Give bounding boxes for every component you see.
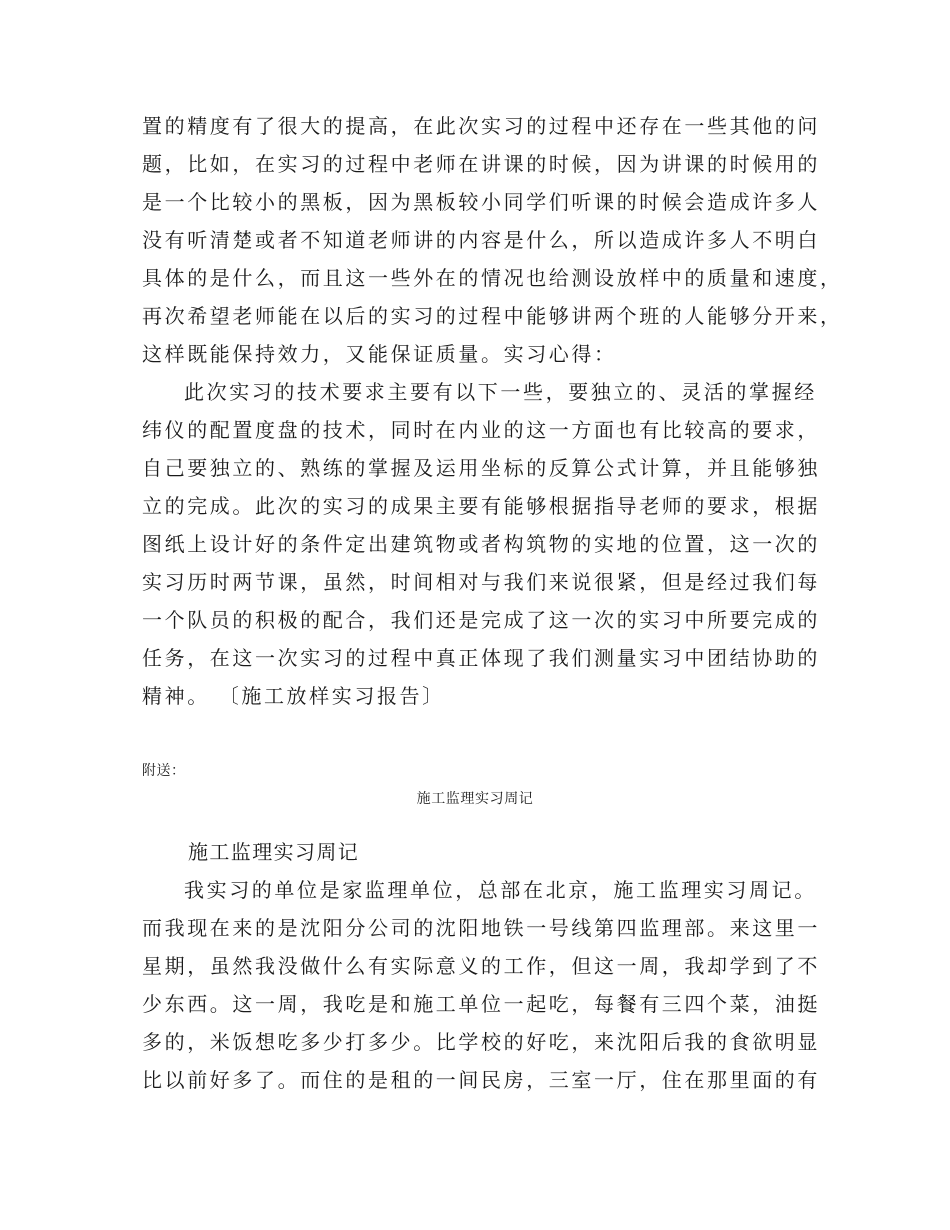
text-line: 比以前好多了。而住的是租的一间民房，三室一厅，住在那里面的有 [142,1068,820,1092]
text-line: 精神。 〔施工放样实习报告〕 [142,684,445,708]
text-line: 题，比如，在实习的过程中老师在讲课的时候，因为讲课的时候用的 [142,152,820,176]
text-line: 再次希望老师能在以后的实习的过程中能够讲两个班的人能够分开来， [142,304,843,328]
text-line: 一个队员的积极的配合，我们还是完成了这一次的实习中所要完成的 [142,608,820,632]
text-line: 立的完成。此次的实习的成果主要有能够根据指导老师的要求，根据 [142,494,820,518]
text-line: 而我现在来的是沈阳分公司的沈阳地铁一号线第四监理部。来这里一 [142,916,820,940]
section-heading: 施工监理实习周记 [188,840,360,864]
text-line: 星期，虽然我没做什么有实际意义的工作，但这一周，我却学到了不 [142,954,820,978]
text-line: 多的，米饭想吃多少打多少。比学校的好吃，来沈阳后我的食欲明显 [142,1030,820,1054]
text-line: 具体的是什么，而且这一些外在的情况也给测设放样中的质量和速度， [142,266,843,290]
text-line: 我实习的单位是家监理单位，总部在北京，施工监理实习周记。 [184,878,817,902]
text-line: 实习历时两节课，虽然，时间相对与我们来说很紧，但是经过我们每 [142,570,820,594]
text-line: 此次实习的技术要求主要有以下一些，要独立的、灵活的掌握经 [184,380,817,404]
appendix-label: 附送： [142,764,186,779]
text-line: 纬仪的配置度盘的技术，同时在内业的这一方面也有比较高的要求， [142,418,820,442]
appendix-title: 施工监理实习周记 [416,792,534,807]
text-line: 这样既能保持效力，又能保证质量。实习心得： [142,342,617,366]
text-line: 图纸上设计好的条件定出建筑物或者构筑物的实地的位置，这一次的 [142,532,820,556]
text-line: 置的精度有了很大的提高，在此次实习的过程中还存在一些其他的问 [142,114,820,138]
text-line: 是一个比较小的黑板，因为黑板较小同学们听课的时候会造成许多人 [142,190,820,214]
text-line: 少东西。这一周，我吃是和施工单位一起吃，每餐有三四个菜，油挺 [142,992,820,1016]
text-line: 没有听清楚或者不知道老师讲的内容是什么，所以造成许多人不明白 [142,228,820,252]
text-line: 任务，在这一次实习的过程中真正体现了我们测量实习中团结协助的 [142,646,820,670]
text-line: 自己要独立的、熟练的掌握及运用坐标的反算公式计算，并且能够独 [142,456,820,480]
